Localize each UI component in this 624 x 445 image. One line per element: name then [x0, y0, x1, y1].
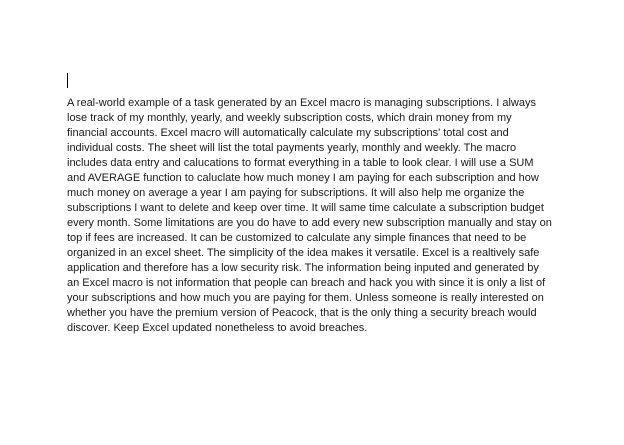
paragraph-line: an Excel macro is not information that people can breach and hack you with since it is only a list of	[67, 277, 546, 289]
document-paragraph[interactable]	[67, 96, 567, 336]
paragraph-line: includes data entry and calucations to format everything in a table to look clear. I will use a SUM	[67, 157, 534, 169]
paragraph-line: discover. Keep Excel updated nonetheless to avoid breaches.	[67, 322, 368, 334]
paragraph-line: much money on average a year I am paying for subscriptions. It will also help me organize the	[67, 187, 525, 199]
paragraph-line: your subscriptions and how much you are paying for them. Unless someone is really interested on	[67, 292, 544, 304]
paragraph-line: application and therefore has a low security risk. The information being inputed and generated by	[67, 262, 539, 274]
paragraph-line: every month. Some limitations are you do have to add every new subscription manually and stay on	[67, 217, 552, 229]
paragraph-line: top if fees are increased. It can be customized to calculate any simple finances that need to be	[67, 232, 527, 244]
paragraph-line: subscriptions I want to delete and keep over time. It will same time calculate a subscription budget	[67, 202, 544, 214]
paragraph-line: financial accounts. Excel macro will automatically calculate my subscriptions' total cost and	[67, 127, 509, 139]
text-cursor	[67, 73, 68, 88]
paragraph-line: lose track of my monthly, yearly, and weekly subscription costs, which drain money from my	[67, 112, 512, 124]
paragraph-line: individual costs. The sheet will list the total payments yearly, monthly and weekly. The macro	[67, 142, 517, 154]
paragraph-line: A real-world example of a task generated by an Excel macro is managing subscriptions. I always	[67, 97, 536, 109]
paragraph-line: whether you have the premium version of Peacock, that is the only thing a security breach would	[67, 307, 537, 319]
paragraph-line: organized in an excel sheet. The simplicity of the idea makes it versatile. Excel is a realtively safe	[67, 247, 540, 259]
paragraph-line: and AVERAGE function to caluclate how much money I am paying for each subscription and how	[67, 172, 539, 184]
